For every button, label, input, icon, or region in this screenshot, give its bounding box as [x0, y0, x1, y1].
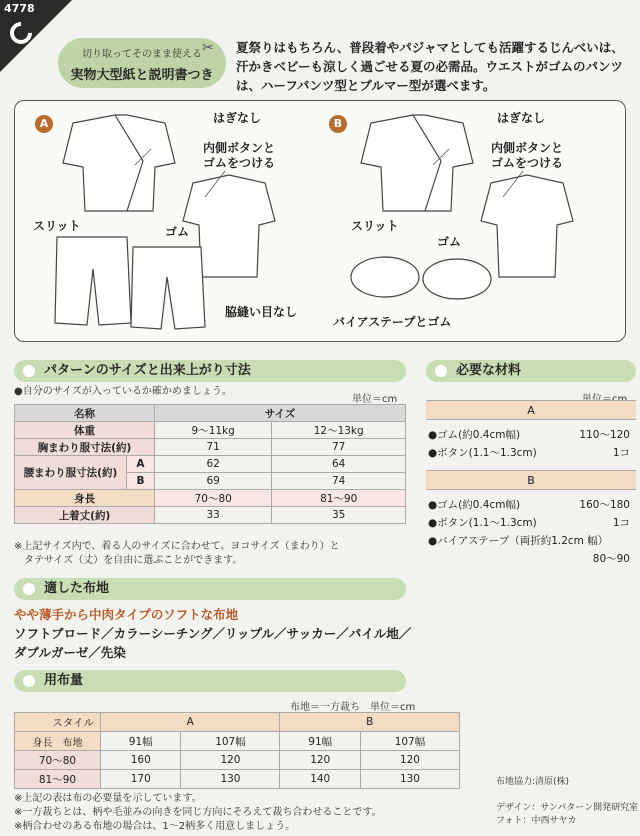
size-table — [14, 404, 406, 524]
materials-header — [426, 360, 636, 382]
a-pants-back — [131, 247, 205, 329]
garment-illustration — [15, 101, 627, 343]
table-row: 胸まわり服寸法(約) 71 77 — [15, 439, 406, 456]
illustration-panel — [14, 100, 626, 342]
height-label: 身長 — [32, 737, 53, 749]
a-label-inner-button-1: 内側ボタンと — [203, 141, 276, 155]
b-label-inner-button-1: 内側ボタンと — [491, 141, 564, 155]
yardage-unit: 布地＝一方裁ち 単位＝cm — [290, 702, 416, 713]
fabric-header — [14, 578, 406, 600]
size-col-size: サイズ — [155, 405, 406, 422]
marker-a: A — [35, 115, 53, 133]
fabric-subtitle: やや薄手から中肉タイプのソフトな布地 — [14, 607, 239, 622]
fabric-label: 布地 — [62, 737, 83, 749]
bullet-icon — [435, 365, 447, 377]
size-section-title: パターンのサイズと出来上がり寸法 — [44, 363, 251, 378]
size-note: ●自分のサイズが入っているか確かめましょう。 — [14, 386, 232, 397]
intro-text: 夏祭りはもちろん、普段着やパジャマとしても活躍するじんべいは、汗かきベビーも涼しく過ごせる夏の必需品。ウエストがゴムのパンツは、ハーフパンツ型とブルマー型が選べます。 — [236, 40, 624, 93]
pattern-tag — [58, 38, 226, 88]
size-footnote-2: タテサイズ（丈）を自由に選ぶことができます。 — [14, 555, 243, 566]
bullet-icon — [23, 675, 35, 687]
a-jacket-front — [63, 115, 175, 211]
marker-b: B — [329, 115, 347, 133]
table-row: B 69 74 — [15, 473, 406, 490]
scissors-icon: ✂ — [202, 40, 214, 56]
yardage-table: スタイル A B 身長 布地 91幅 107幅 91幅 107幅 70〜80 160 120 120 120 81〜90 170 130 140 130 — [14, 712, 460, 789]
table-row: 上着丈(約) 33 35 — [15, 507, 406, 524]
b-label-inner-button-2: ゴムをつける — [491, 156, 564, 170]
yardage-note-1: ※上記の表は布の必要量を示しています。 — [14, 793, 202, 804]
b-label-bias-tape: バイアステープとゴム — [333, 315, 452, 329]
list-item: ●ゴム(約0.4cm幅) 110〜120 — [428, 429, 630, 441]
tag-line-1: 切り取ってそのまま使える — [82, 49, 202, 60]
a-label-no-seam: はぎなし — [213, 111, 262, 125]
b-jacket-front — [361, 115, 473, 211]
credit-design: デザイン：サンパターン開発研究室 — [496, 803, 639, 813]
table-row: 腰まわり服寸法(約) A 62 64 — [15, 456, 406, 473]
b-label-slit: スリット — [351, 219, 399, 233]
a-label-elastic: ゴム — [165, 225, 190, 239]
b-label-elastic: ゴム — [437, 235, 462, 249]
a-pants-front — [55, 237, 131, 325]
table-row: 体重 9〜11kg 12〜13kg — [15, 422, 406, 439]
style-a: A — [101, 713, 280, 732]
style-label: スタイル — [15, 713, 101, 732]
list-item: ●ボタン(1.1〜1.3cm) 1コ — [428, 517, 630, 529]
size-col-name: 名称 — [15, 405, 155, 422]
fabric-list: ソフトブロード／カラーシーチング／リップル／サッカー／パイル地／ ダブルガーゼ／先染 — [14, 626, 412, 660]
b-bloomers-back — [423, 259, 491, 299]
materials-list — [426, 400, 636, 568]
b-label-no-seam: はぎなし — [497, 111, 546, 125]
materials-title: 必要な材料 — [456, 363, 522, 378]
materials-b-header: B — [426, 470, 636, 490]
bullet-icon — [23, 365, 35, 377]
table-row: 身長 70〜80 81〜90 — [15, 490, 406, 507]
style-b: B — [280, 713, 460, 732]
yardage-header — [14, 670, 406, 692]
pattern-number: 4778 — [4, 2, 35, 15]
yardage-note-3: ※柄合わせのある布地の場合は、1〜2柄多く用意しましょう。 — [14, 821, 296, 832]
bullet-icon — [23, 583, 35, 595]
list-item: ●ゴム(約0.4cm幅) 160〜180 — [428, 499, 630, 511]
tag-line-2: 実物大型紙と説明書つき — [70, 68, 214, 83]
list-item: ●バイアステープ（両折約1.2cm 幅） — [428, 535, 609, 547]
credit-photo: フォト：中西サヤカ — [496, 816, 577, 826]
b-jacket-back — [481, 175, 573, 277]
materials-a-header: A — [426, 400, 636, 420]
size-footnote-1: ※上記サイズ内で、着る人のサイズに合わせて、ヨコサイズ（まわり）と — [14, 541, 340, 552]
list-item: ●ボタン(1.1〜1.3cm) 1コ — [428, 447, 630, 459]
yardage-title: 用布量 — [44, 673, 84, 688]
fabric-title: 適した布地 — [44, 581, 110, 596]
a-label-no-side-seam: 脇縫い目なし — [225, 305, 298, 319]
b-bloomers-front — [351, 257, 419, 297]
table-row: 70〜80 160 120 120 120 — [15, 751, 460, 770]
yardage-note-2: ※一方裁ちとは、柄や毛並みの向きを同じ方向にそろえて裁ち合わせることです。 — [14, 807, 382, 818]
list-item: 80〜90 — [592, 553, 630, 565]
size-section-header — [14, 360, 406, 382]
a-label-slit: スリット — [33, 219, 81, 233]
a-label-inner-button-2: ゴムをつける — [203, 156, 276, 170]
table-row: 81〜90 170 130 140 130 — [15, 770, 460, 789]
credit-fabric: 布地協力:清原(株) — [496, 777, 570, 787]
size-unit: 単位＝cm — [352, 394, 398, 405]
